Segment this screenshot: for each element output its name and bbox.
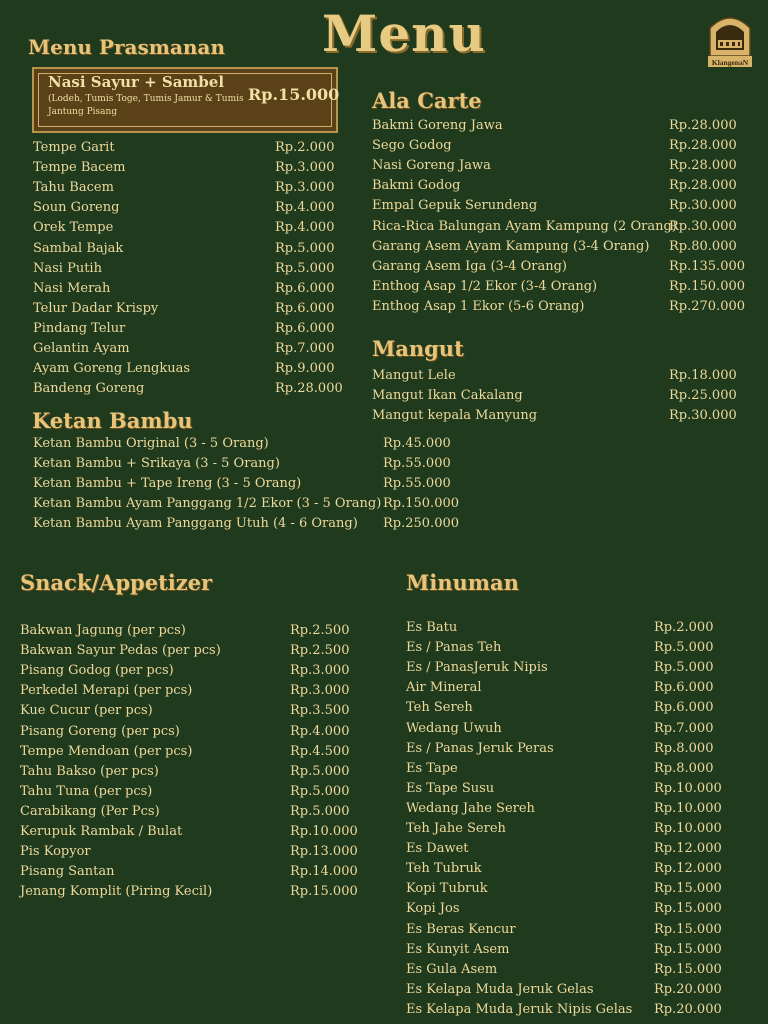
menu-item-name: Bakmi Godog [372,178,461,194]
menu-item [372,116,752,136]
menu-item [33,359,413,379]
menu-item [20,641,400,661]
menu-item-price: Rp.55.000 [383,476,451,492]
heading-ketan: Ketan Bambu [32,408,193,433]
menu-item-price: Rp.30.000 [669,408,737,424]
menu-item-price: Rp.6.000 [275,280,335,296]
menu-item-name: Es Kunyit Asem [406,941,510,957]
menu-item-price: Rp.5.000 [654,660,714,676]
menu-item-price: Rp.5.000 [290,783,350,799]
menu-item-price: Rp.150.000 [383,496,460,512]
menu-item-price: Rp.8.000 [654,760,714,776]
menu-item [33,339,413,359]
menu-item-price: Rp.12.000 [654,841,722,857]
menu-item-price: Rp.30.000 [669,198,737,214]
menu-item [372,136,752,156]
menu-item-price: Rp.28.000 [669,118,737,133]
menu-item-name: Tahu Tuna (per pcs) [20,783,153,799]
menu-item-name: Soun Goreng [33,200,120,216]
menu-item [20,681,400,701]
menu-item-price: Rp.5.000 [290,763,350,779]
menu-item-price: Rp.3.000 [275,160,335,176]
menu-item-price: Rp.3.000 [275,180,335,196]
menu-item-name: Es Tape [406,760,458,776]
menu-item-price: Rp.20.000 [654,981,722,997]
menu-item-price: Rp.4.000 [275,200,335,216]
menu-item-name: Tempe Bacem [33,160,126,176]
menu-item [406,879,768,899]
menu-item-name: Es / Panas Jeruk Peras [406,740,554,756]
menu-item-name: Sambal Bajak [33,240,124,256]
menu-item [372,176,752,196]
featured-item [32,67,338,133]
menu-item-price: Rp.3.000 [290,663,350,679]
menu-item-price: Rp.9.000 [275,361,335,377]
menu-item-name: Garang Asem Ayam Kampung (3-4 Orang) [372,238,650,254]
menu-item-price: Rp.5.000 [654,640,714,656]
menu-item-price: Rp.28.000 [669,158,737,174]
menu-item-price: Rp.5.000 [275,240,335,256]
menu-item-price: Rp.4.000 [290,723,350,739]
menu-item-price: Rp.28.000 [669,178,737,194]
menu-item-name: Perkedel Merapi (per pcs) [20,683,193,699]
menu-item-name: Ayam Goreng Lengkuas [33,361,191,377]
heading-alacarte: Ala Carte [372,88,482,113]
menu-item-price: Rp.150.000 [669,278,746,294]
menu-item-price: Rp.45.000 [383,436,451,451]
menu-item [406,859,768,879]
menu-item-name: Bakwan Jagung (per pcs) [20,623,186,638]
menu-item-price: Rp.12.000 [654,861,722,877]
menu-item-price: Rp.13.000 [290,844,358,860]
page-title: Menu [322,4,486,63]
menu-item-price: Rp.2.000 [654,620,714,635]
menu-item [372,277,752,297]
featured-name: Nasi Sayur + Sambel [48,73,225,91]
menu-item-price: Rp.2.500 [290,643,350,659]
menu-item [33,319,413,339]
menu-item [372,217,752,237]
menu-item-name: Air Mineral [406,680,482,696]
menu-item-name: Empal Gepuk Serundeng [372,198,538,214]
menu-item-price: Rp.6.000 [275,300,335,316]
menu-item-name: Mangut Ikan Cakalang [372,388,523,404]
menu-item-name: Wedang Uwuh [406,720,502,736]
menu-item-name: Es Gula Asem [406,961,498,977]
menu-item [406,618,768,638]
menu-item [33,158,413,178]
menu-item [20,842,400,862]
menu-item [372,156,752,176]
menu-item-name: Gelantin Ayam [33,341,130,356]
menu-item [406,779,768,799]
menu-item [20,762,400,782]
menu-item-price: Rp.15.000 [654,921,722,937]
featured-price: Rp.15.000 [248,85,340,104]
menu-item-name: Ketan Bambu Ayam Panggang Utuh (4 - 6 Orang) [33,516,358,532]
menu-item [20,722,400,742]
menu-item [20,661,400,681]
menu-item-name: Nasi Putih [33,260,102,276]
menu-item-price: Rp.25.000 [669,388,737,404]
menu-item-name: Ketan Bambu Original (3 - 5 Orang) [33,436,269,451]
menu-item-name: Telur Dadar Krispy [33,300,159,316]
menu-item-price: Rp.28.000 [275,381,343,397]
menu-item [33,279,413,299]
menu-item-name: Es Batu [406,620,458,635]
menu-item-name: Es Kelapa Muda Jeruk Nipis Gelas [406,1001,633,1017]
menu-item [372,257,752,277]
menu-item [33,239,413,259]
menu-item [406,678,768,698]
menu-item-name: Kerupuk Rambak / Bulat [20,824,183,839]
menu-item-name: Mangut kepala Manyung [372,408,538,424]
menu-item-price: Rp.80.000 [669,238,737,254]
menu-item-name: Es / PanasJeruk Nipis [406,660,548,676]
menu-item-price: Rp.4.500 [290,743,350,759]
menu-item-name: Teh Sereh [406,700,473,716]
menu-item-name: Enthog Asap 1 Ekor (5-6 Orang) [372,298,585,314]
menu-item [406,739,768,759]
menu-item [20,701,400,721]
menu-item-price: Rp.7.000 [275,341,335,356]
menu-item [406,899,768,919]
menu-item-name: Es Beras Kencur [406,921,516,937]
menu-item-name: Kopi Tubruk [406,881,488,897]
menu-item-name: Kue Cucur (per pcs) [20,703,153,719]
menu-item [406,819,768,839]
menu-item-name: Ketan Bambu + Srikaya (3 - 5 Orang) [33,456,280,472]
menu-item-price: Rp.15.000 [654,941,722,957]
menu-item-price: Rp.20.000 [654,1001,722,1017]
menu-item [20,882,400,902]
menu-item-price: Rp.15.000 [654,961,722,977]
menu-item-name: Ketan Bambu + Tape Ireng (3 - 5 Orang) [33,476,302,492]
menu-item-name: Nasi Goreng Jawa [372,158,491,174]
menu-item [406,759,768,779]
menu-item-name: Pindang Telur [33,320,126,336]
menu-item-name: Jenang Komplit (Piring Kecil) [20,884,213,900]
menu-item-name: Tahu Bacem [33,180,114,196]
menu-item-name: Es Dawet [406,841,469,857]
menu-item [20,862,400,882]
menu-item-price: Rp.15.000 [654,881,722,897]
menu-item-price: Rp.18.000 [669,368,737,383]
menu-item-name: Enthog Asap 1/2 Ekor (3-4 Orang) [372,278,598,294]
menu-item-name: Wedang Jahe Sereh [406,800,535,816]
menu-item [372,406,752,426]
menu-item-price: Rp.14.000 [290,864,358,880]
menu-item-price: Rp.10.000 [654,800,722,816]
menu-item-price: Rp.15.000 [654,901,722,917]
menu-item [406,658,768,678]
menu-item [33,474,451,494]
menu-item-price: Rp.3.000 [290,683,350,699]
menu-item-name: Sego Godog [372,138,452,154]
menu-item-name: Teh Tubruk [406,861,482,877]
menu-item-name: Tahu Bakso (per pcs) [20,763,159,779]
menu-item [406,719,768,739]
menu-item [372,386,752,406]
menu-item [406,940,768,960]
menu-item [372,237,752,257]
menu-item-price: Rp.8.000 [654,740,714,756]
menu-item [372,366,752,386]
menu-item-price: Rp.250.000 [383,516,460,532]
menu-item [33,494,460,514]
logo-text: KlangenaN [711,58,749,67]
menu-item-price: Rp.135.000 [669,258,746,274]
menu-item-price: Rp.4.000 [275,220,335,236]
menu-item-name: Tempe Garit [33,140,115,155]
menu-item-price: Rp.55.000 [383,456,451,472]
menu-item [33,198,413,218]
menu-item [406,1000,768,1020]
menu-item-name: Pisang Santan [20,864,115,880]
menu-item-name: Bandeng Goreng [33,381,145,397]
menu-item-price: Rp.2.500 [290,623,350,638]
menu-item-name: Ketan Bambu Ayam Panggang 1/2 Ekor (3 - 5 Orang) [33,496,382,512]
menu-item [33,138,413,158]
menu-item [20,621,400,641]
menu-item [20,742,400,762]
menu-item [406,839,768,859]
menu-item-name: Rica-Rica Balungan Ayam Kampung (2 Orang) [372,218,677,234]
menu-item-price: Rp.5.000 [290,803,350,819]
menu-item-name: Garang Asem Iga (3-4 Orang) [372,258,568,274]
menu-item [33,434,451,454]
menu-item-name: Bakwan Sayur Pedas (per pcs) [20,643,221,659]
menu-item-price: Rp.30.000 [669,218,737,234]
heading-snack: Snack/Appetizer [20,570,213,595]
featured-desc: (Lodeh, Tumis Toge, Tumis Jamur & Tumis Jantung Pisang [48,94,244,117]
menu-item-name: Pis Kopyor [20,844,91,860]
heading-mangut: Mangut [372,336,464,361]
menu-item-name: Mangut Lele [372,368,456,383]
menu-item-price: Rp.3.500 [290,703,350,719]
menu-item [33,379,413,399]
menu-item-price: Rp.10.000 [290,824,358,839]
menu-item [20,822,400,842]
menu-item-price: Rp.6.000 [654,700,714,716]
menu-item-name: Orek Tempe [33,220,114,236]
menu-item [406,698,768,718]
menu-item-price: Rp.10.000 [654,821,722,836]
menu-item-name: Pisang Godog (per pcs) [20,663,174,679]
menu-item [406,920,768,940]
menu-item-name: Es Kelapa Muda Jeruk Gelas [406,981,594,997]
menu-item-price: Rp.270.000 [669,298,746,314]
menu-item-name: Carabikang (Per Pcs) [20,803,160,819]
menu-item-name: Kopi Jos [406,901,460,917]
menu-item-name: Tempe Mendoan (per pcs) [20,743,193,759]
menu-item [33,259,413,279]
menu-item-name: Pisang Goreng (per pcs) [20,723,180,739]
menu-item-name: Es Tape Susu [406,780,495,796]
menu-item [406,799,768,819]
heading-minuman: Minuman [406,570,519,595]
menu-item [33,514,460,534]
menu-item-price: Rp.6.000 [275,320,335,336]
restaurant-building-logo [706,10,754,68]
menu-item [33,454,451,474]
heading-prasmanan: Menu Prasmanan [28,35,225,59]
menu-item [406,638,768,658]
menu-item-price: Rp.5.000 [275,260,335,276]
menu-item-price: Rp.28.000 [669,138,737,154]
menu-item-price: Rp.15.000 [290,884,358,900]
menu-item-price: Rp.10.000 [654,780,722,796]
menu-item-price: Rp.2.000 [275,140,335,155]
menu-item [33,218,413,238]
menu-item-name: Es / Panas Teh [406,640,502,656]
menu-item [406,980,768,1000]
menu-item [33,299,413,319]
menu-item-price: Rp.6.000 [654,680,714,696]
menu-item [20,782,400,802]
menu-item-name: Teh Jahe Sereh [406,821,506,836]
menu-item [372,196,752,216]
menu-item [33,178,413,198]
menu-item-name: Nasi Merah [33,280,111,296]
menu-item [406,960,768,980]
menu-item [20,802,400,822]
menu-item-price: Rp.7.000 [654,720,714,736]
menu-item [372,297,752,317]
menu-item-name: Bakmi Goreng Jawa [372,118,503,133]
